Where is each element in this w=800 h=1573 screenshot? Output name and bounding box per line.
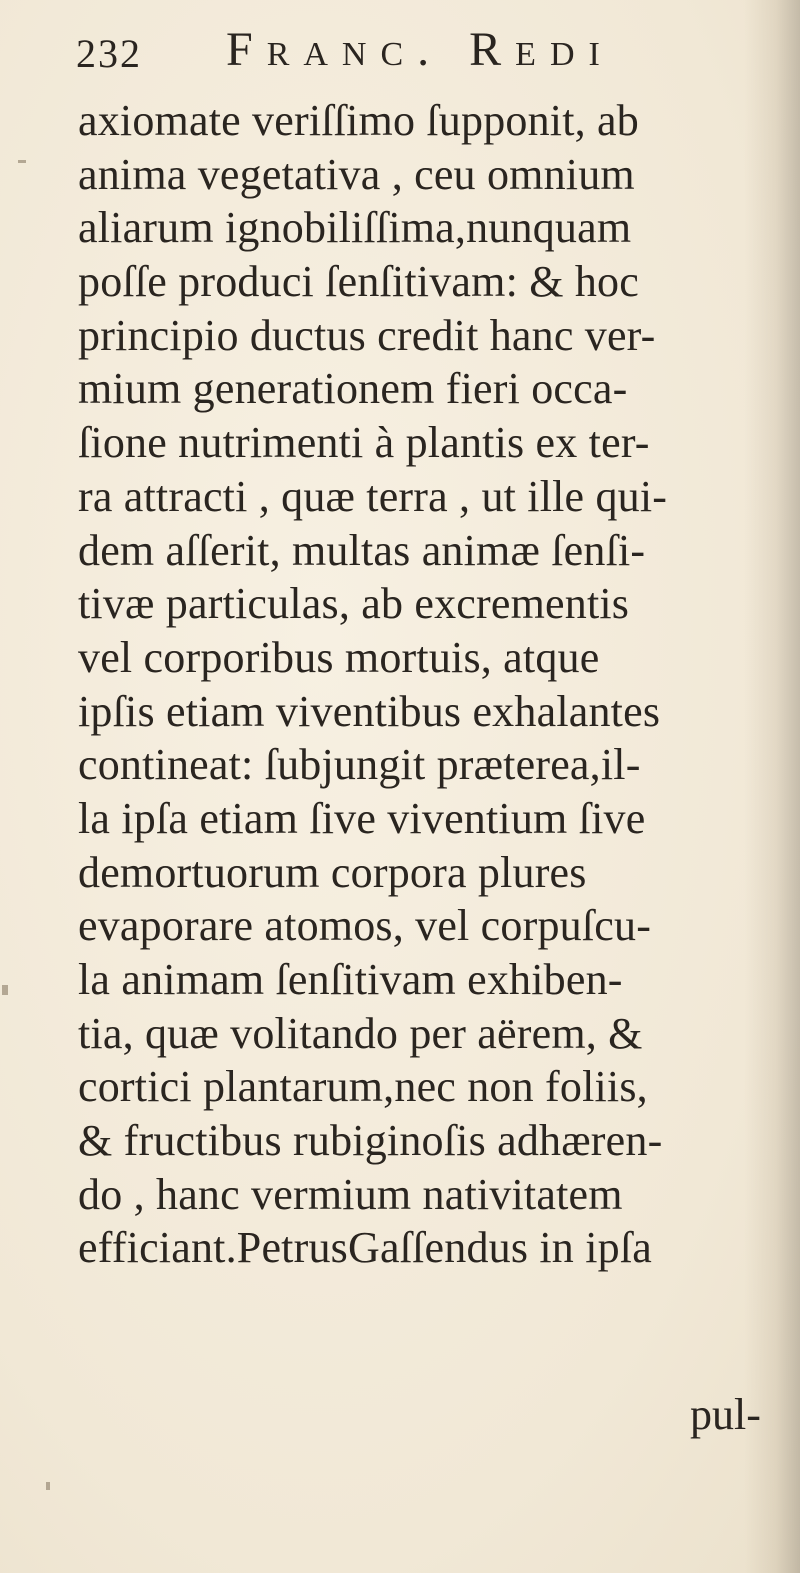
text-line: la animam ſenſitivam exhiben- [78,955,623,1004]
text-line: mium generationem fieri occa- [78,364,628,414]
text-line: vel corporibus mortuis, atque [78,632,600,682]
running-head: Franc. Redi [226,23,614,76]
text-line: do , hanc vermium nativitatem [78,1169,623,1219]
margin-mark [18,160,26,163]
text-line: tivæ particulas, ab excrementis [78,579,630,629]
page-header [76,22,696,82]
text-line: axiomate veriſſimo ſupponit, ab [78,96,639,145]
text-line: evaporare atomos, vel corpuſcu- [78,901,652,951]
body-text [78,94,778,1275]
text-line: dem aſſerit, multas animæ ſenſi- [78,525,646,575]
text-line: principio ductus credit hanc ver- [78,310,656,360]
text-line: demortuorum corpora plures [78,847,587,897]
text-line: cortici plantarum,nec non foliis, [78,1062,648,1112]
text-line: aliarum ignobiliſſima,nunquam [78,203,632,253]
text-line: anima vegetativa , ceu omnium [78,149,635,199]
text-line: ſione nutrimenti à plantis ex ter- [78,418,650,468]
page-number: 232 [76,31,142,76]
text-line: ra attracti , quæ terra , ut ille qui- [78,471,668,521]
margin-mark [2,985,8,995]
text-line: tia, quæ volitando per aërem, & [78,1008,643,1058]
margin-mark [46,1482,50,1490]
text-line: la ipſa etiam ſive viventium ſive [78,793,646,843]
text-line: & fructibus rubiginoſis adhæren- [78,1116,663,1166]
catchword: pul- [690,1390,761,1439]
text-line: efficiant.PetrusGaſſendus in ipſa [78,1223,652,1273]
text-line: poſſe produci ſenſitivam: & hoc [78,257,639,307]
text-line: ipſis etiam viventibus exhalantes [78,686,661,736]
text-line: contineat: ſubjungit præterea,il- [78,740,641,790]
